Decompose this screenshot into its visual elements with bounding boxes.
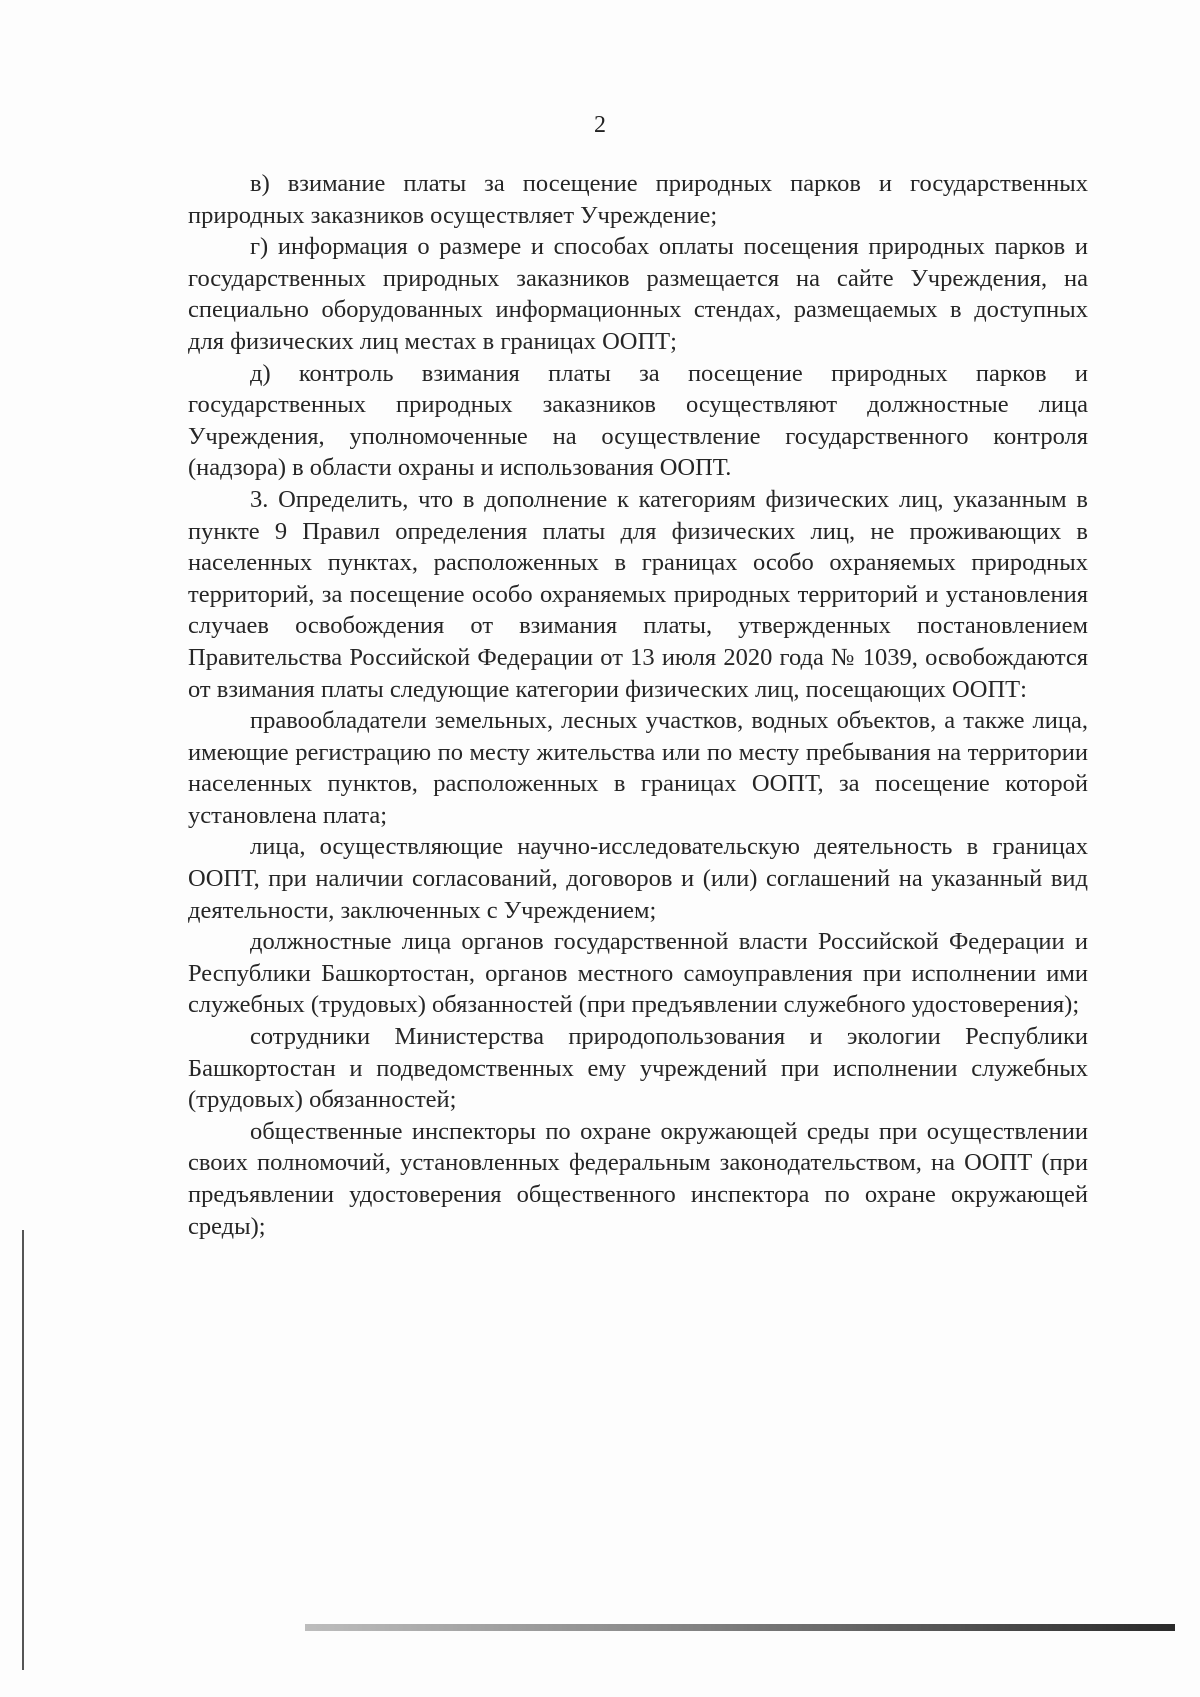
paragraph-inspectors: общественные инспекторы по охране окружающей среды при осуществлении своих полномочий, установленных федеральным законодательством, на ООПТ (при предъявлении удостоверения общественного инспектора по охране окружающей среды);: [188, 1117, 1088, 1240]
scan-left-edge-line: [22, 1230, 24, 1670]
paragraph-v: в) взимание платы за посещение природных парков и государственных природных заказников осуществляет Учреждение;: [188, 170, 1088, 229]
document-body: [188, 168, 1088, 1242]
paragraph-officials: должностные лица органов государственной власти Российской Федерации и Республики Башкортостан, органов местного самоуправления при исполнении ими служебных (трудовых) обязанностей (при предъявлении служебного удостоверения);: [188, 928, 1088, 1019]
paragraph-owners: правообладатели земельных, лесных участков, водных объектов, а также лица, имеющие регистрацию по месту жительства или по месту пребывания на территории населенных пунктов, расположенных в границах ООПТ, за посещение которой установлена плата;: [188, 707, 1088, 829]
paragraph-g: г) информация о размере и способах оплаты посещения природных парков и государственных природных заказников размещается на сайте Учреждения, на специально оборудованных информационных стендах, размещаемых в доступных для физических лиц местах в границах ООПТ;: [188, 233, 1088, 355]
paragraph-3: 3. Определить, что в дополнение к категориям физических лиц, указанным в пункте 9 Правил определения платы для физических лиц, не проживающих в населенных пунктах, расположенных в границах особо охраняемых природных территорий, за посещение особо охраняемых природных территорий и установления случаев освобождения от взимания платы, утвержденных постановлением Правительства Российской Федерации от 13 июля 2020 года № 1039, освобождаются от взимания платы следующие категории физических лиц, посещающих ООПТ:: [188, 485, 1088, 703]
paragraph-research: лица, осуществляющие научно-исследовательскую деятельность в границах ООПТ, при наличии согласований, договоров и (или) соглашений на указанный вид деятельности, заключенных с Учреждением;: [188, 833, 1088, 924]
scan-bottom-edge-line: [305, 1624, 1175, 1631]
paragraph-d: д) контроль взимания платы за посещение природных парков и государственных природных заказников осуществляют должностные лица Учреждения, уполномоченные на осуществление государственного контроля (надзора) в области охраны и использования ООПТ.: [188, 359, 1088, 482]
paragraph-ministry: сотрудники Министерства природопользования и экологии Республики Башкортостан и подведомственных ему учреждений при исполнении служебных (трудовых) обязанностей;: [188, 1023, 1088, 1114]
page-number: 2: [594, 112, 606, 138]
